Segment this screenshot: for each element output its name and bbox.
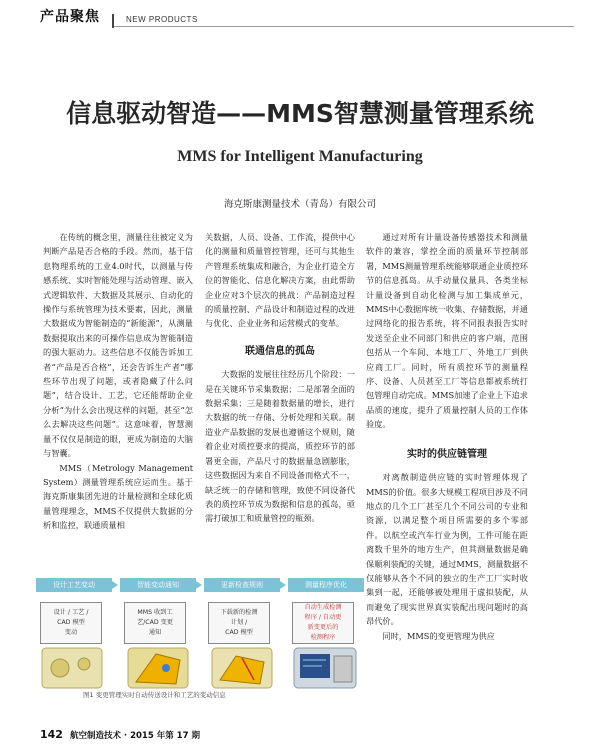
stage-box: 下载新的检测 计划 / CAD 模型 — [208, 602, 270, 644]
paragraph: MMS（Metrology Management System）测量管理系统应运而生。基于海克斯康集团先进的计量检测和全球化质量管理理念，MMS不仅提供大数据的分析和监控，联通质量相 — [43, 462, 193, 531]
paragraph: 关数据，人员、设备、工作流，提供中心化的测量和质量管控管理，还可与其他生产管理系统集成和融合，为企业打造全方位的智能化、信息化解决方案，由此帮助企业应对3个层次的挑战：产品制造过程的质量控制、产品设计和制造过程的改进与优化、企业业务和运营模式的变革。 — [205, 232, 355, 329]
article-title: 信息驱动智造——MMS智慧测量管理系统 — [66, 99, 534, 128]
paragraph: 大数据的发展往往经历几个阶段：一是在关键环节采集数据；二是部署全面的数据采集；三是随着数据量的增长，进行大数据的统一存储、分析处理和关联。制造业产品数据的发展也遵循这个规则，随着企业对质控要求的提高，质控环节的部署更全面，产品尺寸的数据量急剧膨胀，这些数据因为来自不同设备而格式不一，缺乏统一的存储和管理，致使不同设备代表的质控环节成为数据和信息的孤岛，亟需打破加工和质量管控的瓶颈。 — [205, 369, 355, 524]
inspection-plan-icon — [212, 648, 272, 688]
stage-label: 智能变动通知 — [120, 578, 196, 592]
page-footer — [40, 728, 200, 741]
article-company: 海克斯康测量技术（青岛）有限公司 — [223, 199, 376, 210]
paragraph: 对离散制造供应链的实时管理体现了MMS的价值。很多大规模工程项目涉及不同地点的几个工厂甚至几个不同公司的专业和资源，以满足整个项目所需要的多个零部件。以航空或汽车行业为例，工件可能在距离数千里外的地方生产，但其测量数据是确保顺利装配的关键，通过MMS，测量数据不仅能够从各个不同的独立的生产工厂实时收集到一起，还能够被处理用于虚拟装配，从而避免了现实世界真实装配出现问题时的高昂代价。 — [366, 472, 528, 627]
paragraph: 通过对所有计量设备传感器技术和测量软件的兼容，掌控全面的质量环节控制部署，MMS测量管理系统能够联通企业质控环节的信息孤岛。从手动量仪量具、各类坐标计量设备到自动化检测与加工集成单元，MMS中心数据库统一收集、存储数据，并通过网络化的报告系统，将不同报表报告实时发送至企业不同部门和供应的客户端，范围包括从一个车间、本地工厂、外地工厂到供应商工厂。同时，所有质控环节的测量程序、设备、人员甚至工厂等信息都被系统打包管理自动完成。MMS加速了企业上下追求品质的速度，提升了质量控制人员的工作体验度。 — [366, 232, 528, 430]
paragraph: 在传统的概念里，测量往往被定义为判断产品是否合格的手段。然而，基于信息物理系统的工业4.0时代，以测量与传感系统、实时智能处理与活动管理、嵌入式逻辑软件、大数据及其展示、自动化的操作与系统管理为技术要素，因此，测量大数据成为智能制造的“新能源”，从测量数据提取出来的可操作信息成为智能制造的强大驱动力。这些信息不仅能告诉加工者“产品是否合格”，还会告诉生产者“哪些环节出现了问题，或者隐藏了什么问题”，结合设计、工艺，它还能帮助企业分析“为什么会出现这样的问题，甚至“怎么去解决这些问题”。这意味着，智慧测量不仅仅是制造的眼，更成为制造的大脑与智囊。 — [43, 232, 193, 459]
paragraph: 同时，MMS的变更管理为供应 — [382, 630, 495, 641]
stage-label: 更新检查规则 — [204, 578, 280, 592]
section-heading: 实时的供应链管理 — [407, 448, 487, 460]
stage-box: MMS 收到工 艺/CAD 变更 通知 — [124, 602, 186, 644]
arrow-icon — [112, 581, 118, 589]
arrow-icon — [280, 581, 286, 589]
section-title: 产品聚焦 — [40, 9, 100, 25]
measured-part-icon — [42, 648, 102, 688]
measurement-program-icon — [294, 648, 356, 688]
article-subtitle: MMS for Intelligent Manufacturing — [177, 148, 423, 165]
arrow-icon — [196, 581, 202, 589]
stage-box: 自动生成检测 程序 / 自动更 新变更后的 检测程序 — [292, 602, 354, 644]
stage-box: 设计 / 工艺 / CAD 模型 变动 — [40, 602, 102, 644]
section-header — [40, 6, 570, 28]
figure-caption: 图1 变更管理实时自动传送设计和工艺的变动信息 — [83, 691, 226, 699]
column-3 — [366, 230, 528, 643]
figure-illustrations — [36, 644, 362, 696]
stage-label: 测量程序优化 — [288, 578, 364, 592]
section-title-en: NEW PRODUCTS — [126, 15, 198, 24]
stage-label: 设计工艺变动 — [36, 578, 112, 592]
cad-model-icon — [128, 648, 188, 688]
journal-name: 航空制造技术 · 2015 年第 17 期 — [69, 731, 200, 741]
page-number: 142 — [40, 728, 63, 741]
column-2 — [205, 230, 355, 526]
column-1 — [43, 230, 193, 533]
section-heading: 联通信息的孤岛 — [245, 345, 315, 357]
header-rule — [114, 26, 574, 27]
